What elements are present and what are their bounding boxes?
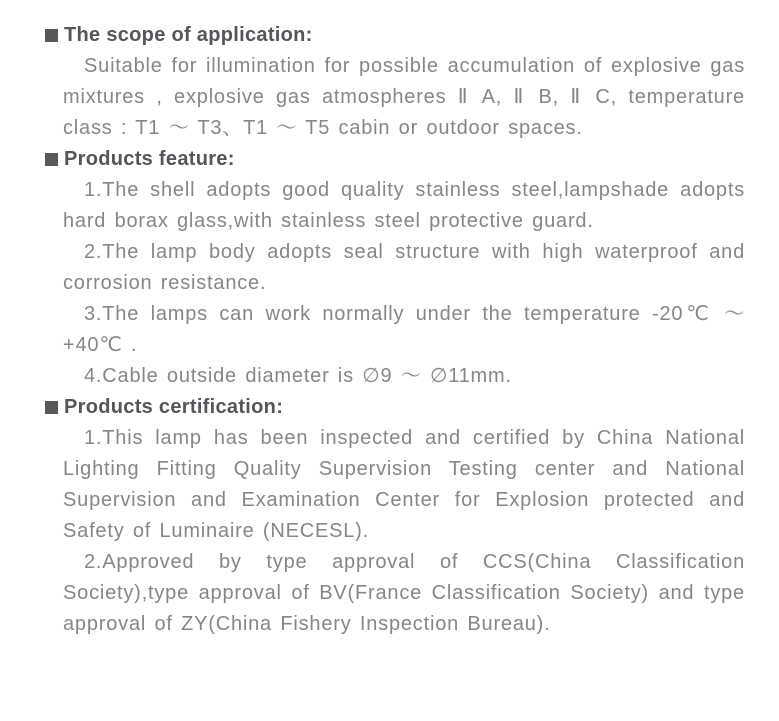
section-heading [45,144,745,175]
square-bullet-icon [45,153,58,166]
section-body [63,175,745,392]
section-heading [45,20,745,51]
section-body [63,51,745,144]
section-heading [45,392,745,423]
section-scope-of-application [45,20,745,144]
section-heading-label: Products certification: [64,396,284,418]
square-bullet-icon [45,401,58,414]
paragraph: 1.The shell adopts good quality stainless steel,lampshade adopts hard borax glass,with stainless steel protective guard. [63,179,745,232]
paragraph: 1.This lamp has been inspected and certified by China National Lighting Fitting Quality Supervision Testing center and National Supervision and Examination Center for Explosion protected and Safety of Luminaire (NECESL). [63,427,745,542]
paragraph: 2.Approved by type approval of CCS(China Classification Society),type approval of BV(France Classification Society) and type approval of ZY(China Fishery Inspection Bureau). [63,551,745,635]
square-bullet-icon [45,29,58,42]
section-heading-label: The scope of application: [64,24,313,46]
section-products-feature [45,144,745,392]
paragraph: 2.The lamp body adopts seal structure with high waterproof and corrosion resistance. [63,241,745,294]
paragraph: 3.The lamps can work normally under the temperature -20℃ ～ +40℃ . [63,303,745,356]
paragraph: 4.Cable outside diameter is ∅9 ～ ∅11mm. [84,365,512,387]
section-products-certification [45,392,745,640]
section-body [63,423,745,640]
section-heading-label: Products feature: [64,148,235,170]
paragraph: Suitable for illumination for possible accumulation of explosive gas mixtures , explosive gas atmospheres Ⅱ A, Ⅱ B, Ⅱ C, temperature class : T1 ～ T3、T1 ～ T5 cabin or outdoor spaces. [63,55,745,139]
